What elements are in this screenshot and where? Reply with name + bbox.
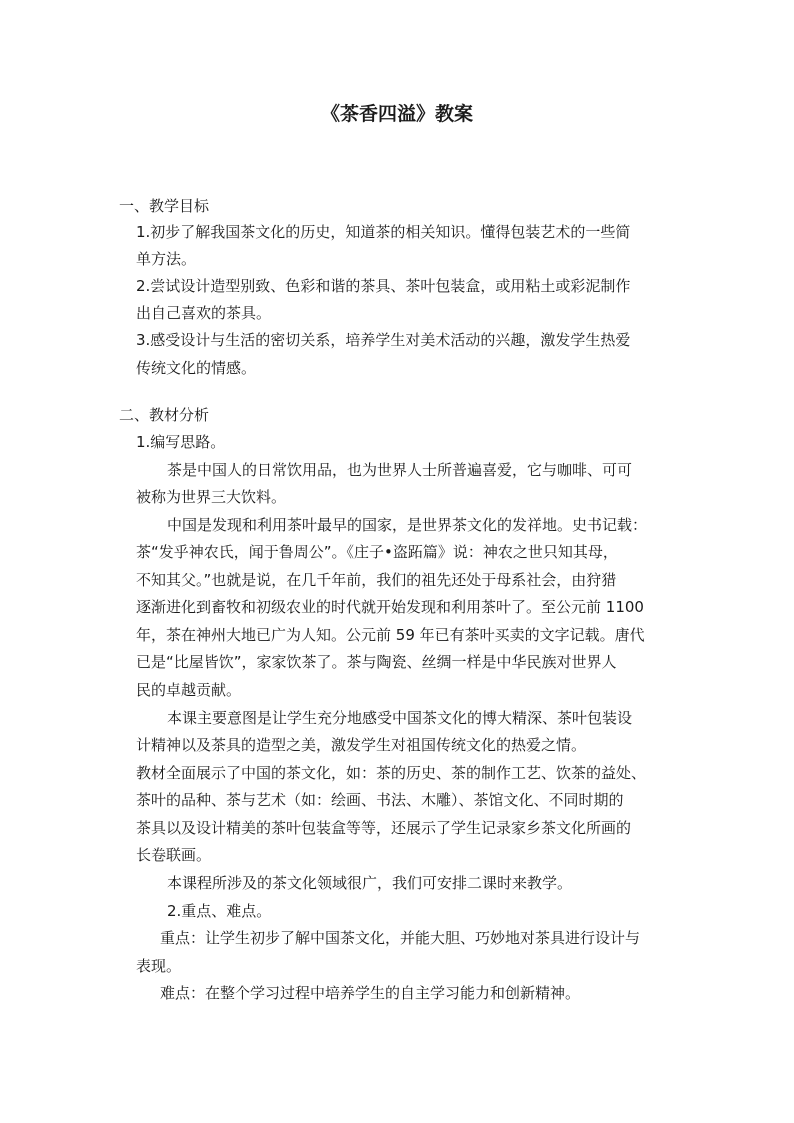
paragraph-line: 不知其父。”也就是说，在几千年前，我们的祖先还处于母系社会，由狩猎 [136, 571, 617, 589]
paragraph-line: 重点：让学生初步了解中国茶文化，并能大胆、巧妙地对茶具进行设计与 [160, 929, 641, 947]
goal-line: 2.尝试设计造型别致、色彩和谐的茶具、茶叶包装盒，或用粘土或彩泥制作 [136, 277, 631, 295]
paragraph-line: 年，茶在神州大地已广为人知。公元前 59 年已有茶叶买卖的文字记载。唐代 [136, 626, 645, 644]
document-title: 《茶香四溢》教案 [320, 103, 473, 125]
paragraph-line: 茶具以及设计精美的茶叶包装盒等等，还展示了学生记录家乡茶文化所画的 [136, 819, 632, 837]
section-heading-teaching-goals: 一、教学目标 [119, 197, 210, 215]
paragraph-line: 教材全面展示了中国的茶文化，如：茶的历史、茶的制作工艺、饮茶的益处、 [136, 764, 647, 782]
paragraph-line: 表现。 [136, 957, 182, 975]
paragraph-line: 中国是发现和利用茶叶最早的国家，是世界茶文化的发祥地。史书记载： [167, 516, 648, 534]
paragraph-line: 已是“比屋皆饮”，家家饮茶了。茶与陶瓷、丝绸一样是中华民族对世界人 [136, 653, 617, 671]
paragraph-line: 本课主要意图是让学生充分地感受中国茶文化的博大精深、茶叶包装设 [167, 709, 633, 727]
paragraph-line: 计精神以及茶具的造型之美，激发学生对祖国传统文化的热爱之情。 [136, 736, 587, 754]
goal-line: 1.初步了解我国茶文化的历史，知道茶的相关知识。懂得包装艺术的一些简 [136, 223, 631, 241]
paragraph-line: 民的卓越贡献。 [136, 681, 242, 699]
goal-line: 出自己喜欢的茶具。 [136, 304, 272, 322]
paragraph-line: 逐渐进化到畜牧和初级农业的时代就开始发现和利用茶叶了。至公元前 1100 [136, 598, 644, 616]
section-heading-material-analysis: 二、教材分析 [119, 406, 210, 424]
goal-line: 传统文化的情感。 [136, 359, 257, 377]
subheading-writing-approach: 1.编写思路。 [136, 433, 226, 451]
paragraph-line: 长卷联画。 [136, 846, 212, 864]
paragraph-line: 被称为世界三大饮料。 [136, 488, 287, 506]
paragraph-line: 茶“发乎神农氏，闻于鲁周公”。《庄子•盗跖篇》说：神农之世只知其母， [136, 543, 618, 561]
goal-line: 3.感受设计与生活的密切关系，培养学生对美术活动的兴趣，激发学生热爱 [136, 331, 631, 349]
paragraph-line: 茶是中国人的日常饮用品，也为世界人士所普遍喜爱，它与咖啡、可可 [167, 461, 633, 479]
subheading-key-points: 2.重点、难点。 [167, 902, 272, 920]
goal-line: 单方法。 [136, 250, 197, 268]
paragraph-line: 茶叶的品种、茶与艺术（如：绘画、书法、木雕）、茶馆文化、不同时期的 [136, 791, 624, 809]
paragraph-line: 本课程所涉及的茶文化领域很广，我们可安排二课时来教学。 [167, 874, 573, 892]
paragraph-line: 难点：在整个学习过程中培养学生的自主学习能力和创新精神。 [160, 984, 581, 1002]
